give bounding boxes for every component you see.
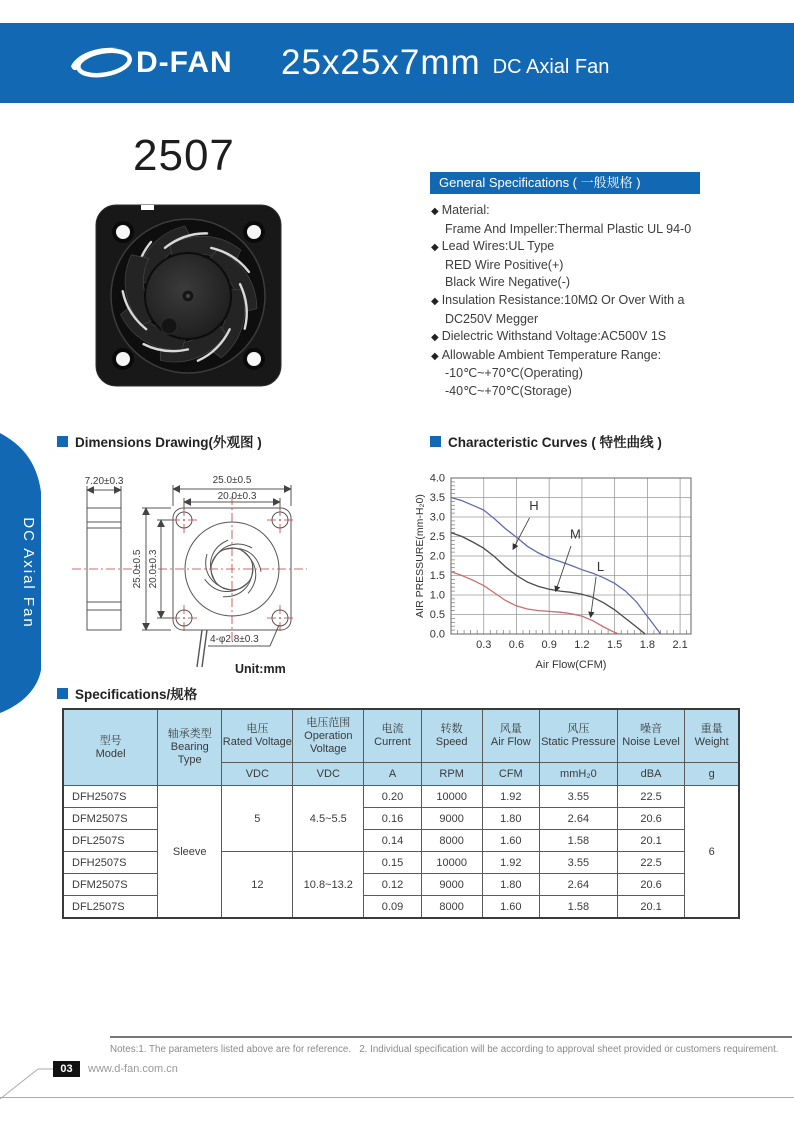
spec-item-text: Frame And Impeller:Thermal Plastic UL 94-0 xyxy=(445,221,692,236)
spec-item xyxy=(431,383,771,401)
table-cell: 4.5~5.5 xyxy=(293,786,364,852)
spec-table xyxy=(62,708,740,919)
svg-text:0.3: 0.3 xyxy=(476,639,492,651)
chart-ylabel: AIR PRESSURE(mm-H₂0) xyxy=(414,494,426,618)
dimensions-drawing xyxy=(60,458,410,680)
table-cell: DFM2507S xyxy=(63,874,158,896)
table-cell: 0.14 xyxy=(364,830,421,852)
spec-item-text: DC250V Megger xyxy=(445,311,539,326)
table-cell: 2.64 xyxy=(540,808,618,830)
curve-label-L: L xyxy=(596,558,605,574)
dim-hole-pitch-v: 20.0±0.3 xyxy=(148,549,159,589)
spec-item-text: Dielectric Withstand Voltage:AC500V 1S xyxy=(441,329,667,344)
general-specs-header: General Specifications ( 一般规格 ) xyxy=(430,172,700,194)
col-unit: g xyxy=(685,763,739,786)
svg-text:0.0: 0.0 xyxy=(429,628,445,641)
table-cell: 5 xyxy=(222,786,293,852)
table-cell: 1.80 xyxy=(482,874,539,896)
table-cell: 2.64 xyxy=(540,874,618,896)
corner-fold-decoration xyxy=(0,1058,60,1103)
table-cell: 20.1 xyxy=(617,896,685,919)
table-cell: 20.6 xyxy=(617,874,685,896)
table-cell: DFH2507S xyxy=(63,786,158,808)
svg-text:4.0: 4.0 xyxy=(429,472,445,485)
spec-item xyxy=(431,202,771,221)
spec-item-text: -10℃~+70℃(Operating) xyxy=(445,366,583,381)
svg-text:0.5: 0.5 xyxy=(429,609,445,621)
curve-label-H: H xyxy=(529,497,539,513)
table-cell: 0.20 xyxy=(364,786,421,808)
svg-text:0.9: 0.9 xyxy=(541,639,557,651)
diamond-bullet-icon: ◆ xyxy=(431,332,439,344)
spec-item xyxy=(431,311,771,329)
page-number-badge: 03 xyxy=(53,1061,80,1077)
table-cell: DFM2507S xyxy=(63,808,158,830)
table-cell: 6 xyxy=(685,786,739,919)
notes-divider xyxy=(110,1036,792,1038)
product-number: 2507 xyxy=(133,131,235,180)
table-cell: DFH2507S xyxy=(63,852,158,874)
table-cell: 0.09 xyxy=(364,896,421,919)
chart-xlabel: Air Flow(CFM) xyxy=(535,659,607,671)
general-specs-list xyxy=(431,202,771,401)
table-cell: 3.55 xyxy=(540,852,618,874)
fan-photo xyxy=(93,200,285,390)
table-row xyxy=(63,786,739,808)
col-header: 电压范围 Operation Voltage xyxy=(293,709,364,763)
spec-item-text: RED Wire Positive(+) xyxy=(445,257,564,272)
col-unit: dBA xyxy=(617,763,685,786)
side-tab-label: DC Axial Fan xyxy=(20,517,37,629)
curve-L xyxy=(451,572,619,634)
col-header: 转数 Speed xyxy=(421,709,482,763)
col-header: 风量 Air Flow xyxy=(482,709,539,763)
col-unit: VDC xyxy=(293,763,364,786)
spec-item xyxy=(431,257,771,275)
header-bar xyxy=(0,23,794,103)
table-cell: DFL2507S xyxy=(63,830,158,852)
table-cell: 10.8~13.2 xyxy=(293,852,364,919)
dim-hole-pitch-h: 20.0±0.3 xyxy=(217,491,257,502)
diamond-bullet-icon: ◆ xyxy=(431,206,439,217)
spec-item-text: Allowable Ambient Temperature Range: xyxy=(441,347,662,362)
size-title: 25x25x7mm xyxy=(281,43,481,82)
section-title-dimensions: Dimensions Drawing(外观图 ) xyxy=(57,431,262,451)
curve-label-M: M xyxy=(569,526,581,542)
table-cell: 22.5 xyxy=(617,786,685,808)
table-cell: 0.15 xyxy=(364,852,421,874)
bottom-rule xyxy=(0,1097,794,1098)
table-cell: 8000 xyxy=(421,896,482,919)
col-header: 电流 Current xyxy=(364,709,421,763)
col-unit: CFM xyxy=(482,763,539,786)
table-cell: 1.60 xyxy=(482,830,539,852)
dim-height-outer: 25.0±0.5 xyxy=(132,549,143,589)
chart-curves xyxy=(451,498,661,635)
dim-thickness: 7.20±0.3 xyxy=(84,476,124,487)
section-square-icon xyxy=(430,436,441,447)
spec-item xyxy=(431,221,771,239)
drawing-unit-label: Unit:mm xyxy=(235,662,286,676)
product-type-title: DC Axial Fan xyxy=(492,55,610,78)
diamond-bullet-icon: ◆ xyxy=(431,242,439,254)
svg-text:2.1: 2.1 xyxy=(672,639,688,651)
spec-item-text: Lead Wires:UL Type xyxy=(441,239,555,254)
diamond-bullet-icon: ◆ xyxy=(431,350,439,362)
svg-text:1.2: 1.2 xyxy=(574,639,590,651)
table-cell: 10000 xyxy=(421,786,482,808)
table-cell: 0.16 xyxy=(364,808,421,830)
svg-text:1.0: 1.0 xyxy=(429,589,445,602)
dim-mounting-holes: 4-φ2.8±0.3 xyxy=(210,634,259,645)
spec-item xyxy=(431,274,771,292)
col-unit: mmH₂0 xyxy=(540,763,618,786)
spec-table-head xyxy=(63,709,739,786)
table-cell: 20.1 xyxy=(617,830,685,852)
spec-item xyxy=(431,292,771,311)
svg-text:2.5: 2.5 xyxy=(429,531,445,543)
spec-item-text: Black Wire Negative(-) xyxy=(445,275,571,290)
table-cell: 0.12 xyxy=(364,874,421,896)
table-cell: 12 xyxy=(222,852,293,919)
table-cell: 1.60 xyxy=(482,896,539,919)
table-cell: 1.58 xyxy=(540,896,618,919)
spec-item xyxy=(431,347,771,366)
diamond-bullet-icon: ◆ xyxy=(431,295,439,307)
table-cell: 1.92 xyxy=(482,786,539,808)
table-cell: 1.92 xyxy=(482,852,539,874)
svg-text:1.5: 1.5 xyxy=(606,639,623,651)
col-header: 风压 Static Pressure xyxy=(540,709,618,763)
table-cell: 9000 xyxy=(421,874,482,896)
svg-text:3.5: 3.5 xyxy=(429,492,445,504)
table-cell: 3.55 xyxy=(540,786,618,808)
svg-text:3.0: 3.0 xyxy=(429,511,445,524)
d-fan-logo-icon xyxy=(70,44,134,82)
col-unit: A xyxy=(364,763,421,786)
spec-item-text: -40℃~+70℃(Storage) xyxy=(445,383,572,398)
section-title-specifications: Specifications/规格 xyxy=(57,683,197,703)
col-header: 型号 Model xyxy=(63,709,158,786)
table-cell: 9000 xyxy=(421,808,482,830)
table-cell: DFL2507S xyxy=(63,896,158,919)
header-titles xyxy=(281,23,761,103)
svg-text:2.0: 2.0 xyxy=(429,550,445,563)
table-cell: Sleeve xyxy=(158,786,222,919)
section-title-curves: Characteristic Curves ( 特性曲线 ) xyxy=(430,431,662,451)
col-header: 电压 Rated Voltage xyxy=(222,709,293,763)
col-header: 噪音 Noise Level xyxy=(617,709,685,763)
website-text: www.d-fan.com.cn xyxy=(88,1063,178,1075)
spec-item xyxy=(431,365,771,383)
characteristic-curves-chart xyxy=(413,468,705,680)
brand-name: D-FAN xyxy=(136,46,233,79)
col-unit: VDC xyxy=(222,763,293,786)
table-cell: 10000 xyxy=(421,852,482,874)
table-cell: 1.58 xyxy=(540,830,618,852)
spec-table-body xyxy=(63,786,739,919)
col-header: 重量 Weight xyxy=(685,709,739,763)
table-cell: 1.80 xyxy=(482,808,539,830)
table-cell: 8000 xyxy=(421,830,482,852)
col-header: 轴承类型 Bearing Type xyxy=(158,709,222,786)
chart-tick-labels xyxy=(430,473,688,652)
col-unit: RPM xyxy=(421,763,482,786)
brand-logo xyxy=(70,23,233,103)
chart-minor-ticks xyxy=(451,482,687,634)
section-square-icon xyxy=(57,436,68,447)
svg-text:1.8: 1.8 xyxy=(639,639,656,651)
spec-item xyxy=(431,238,771,257)
dim-width-outer: 25.0±0.5 xyxy=(212,475,252,486)
spec-table-wrap xyxy=(62,708,740,919)
chart-series-labels xyxy=(513,498,604,617)
spec-item-text: Material: xyxy=(441,203,490,217)
chart-grid xyxy=(451,478,691,634)
spec-item xyxy=(431,328,771,347)
table-cell: 20.6 xyxy=(617,808,685,830)
notes-text: Notes:1. The parameters listed above are for reference. 2. Individual specification will be according to approval sheet provided or customers requirement. xyxy=(110,1044,779,1055)
svg-text:0.6: 0.6 xyxy=(508,639,525,651)
spec-item-text: Insulation Resistance:10MΩ Or Over With a xyxy=(441,292,685,307)
side-tab xyxy=(0,430,46,716)
curve-H xyxy=(451,498,661,635)
table-cell: 22.5 xyxy=(617,852,685,874)
section-square-icon xyxy=(57,688,68,699)
svg-text:1.5: 1.5 xyxy=(429,570,445,582)
